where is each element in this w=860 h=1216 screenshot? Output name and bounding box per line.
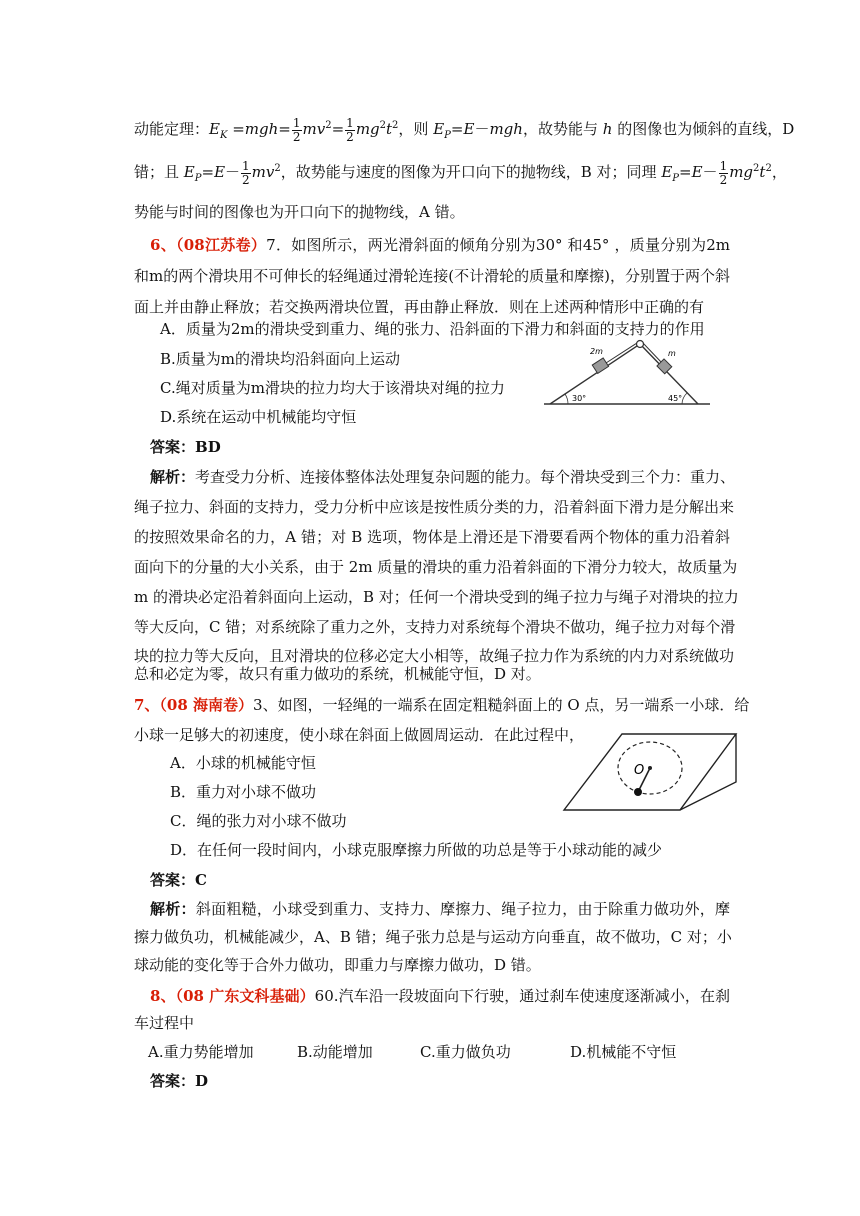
q6-source-tag: 6、（08江苏卷） (150, 236, 267, 254)
analysis-label: 解析： (150, 468, 196, 486)
text-segment: 的图像也为倾斜的直线，D (617, 120, 795, 138)
answer-label: 答案： (150, 1072, 196, 1090)
q8-answer (150, 1071, 208, 1091)
q6-answer (150, 437, 221, 457)
analysis-label: 解析： (150, 900, 196, 918)
answer-value: C (195, 871, 207, 889)
q6-analysis-line-8: 总和必定为零，故只有重力做功的系统，机械能守恒，D 对。 (134, 665, 541, 683)
q7-answer (150, 870, 207, 890)
q6-stem-line-3: 面上并由静止释放；若交换两滑块位置，再由静止释放．则在上述两种情形中正确的有 (134, 298, 705, 316)
pivot-point (648, 766, 652, 770)
answer-label: 答案： (150, 871, 196, 889)
q6-analysis-line-4: 面向下的分量的大小关系，由于 2m 质量的滑块的重力沿着斜面的下滑分力较大，故质量为 (134, 558, 738, 576)
label-m: m (668, 349, 676, 358)
answer-label: 答案： (150, 438, 196, 456)
angle-arc-right (682, 393, 687, 404)
q6-stem-line-2: 和m的两个滑块用不可伸长的轻绳通过滑轮连接(不计滑轮的质量和摩擦)，分别置于两个斜 (134, 267, 730, 285)
text-segment: 动能定理： (134, 120, 210, 138)
q8-stem-line-1 (150, 986, 730, 1006)
q7-stem-line-1 (134, 695, 750, 715)
text-segment: ，则 (398, 120, 429, 138)
q6-analysis-line-7: 块的拉力等大反向，且对滑块的位移必定大小相等，故绳子拉力作为系统的内力对系统做功 (134, 647, 735, 665)
q7-source-tag: 7、（08 海南卷） (134, 696, 254, 714)
text-segment: ，故势能与 (522, 120, 598, 138)
q6-stem-line-1 (150, 235, 730, 255)
incline-face (564, 734, 736, 810)
q7-option-d: D．在任何一段时间内，小球克服摩擦力所做的功总是等于小球动能的减少 (170, 841, 663, 859)
text-segment: 斜面粗糙，小球受到重力、支持力、摩擦力、绳子拉力，由于除重力做功外，摩 (195, 900, 730, 918)
q8-option-b: B.动能增加 (297, 1043, 373, 1061)
q6-option-b: B.质量为m的滑块均沿斜面向上运动 (160, 350, 401, 368)
rope-right (643, 343, 662, 363)
rough-incline-figure (558, 726, 742, 814)
angle-arc-left (565, 394, 568, 404)
block-2m (592, 358, 608, 373)
q8-source-tag: 8、（08 广东文科基础） (150, 987, 315, 1005)
label-2m: 2m (590, 347, 603, 356)
inclined-planes-figure (540, 332, 720, 408)
q8-option-a: A.重力势能增加 (148, 1043, 254, 1061)
q6-option-a: A．质量为2m的滑块受到重力、绳的张力、沿斜面的下滑力和斜面的支持力的作用 (160, 320, 705, 338)
q7-option-c: C．绳的张力对小球不做功 (170, 812, 347, 830)
conclusion-line: 势能与时间的图像也为开口向下的抛物线，A 错。 (134, 203, 465, 221)
energy-equation-line: 动能定理：$E_K =mgh=$ $\frac{1}{2}$ $mv^2=$ $\frac{1}{2}$ $mg^2t^2$，则 $E_P=E-mgh$，故势能与 h 的图像也为倾斜的直线，D (134, 115, 795, 144)
point-o-label: O (634, 763, 645, 778)
q6-analysis-line-1 (150, 467, 736, 487)
text-segment: ，故势能与速度的图像为开口向下的抛物线，B 对；同理 (280, 163, 657, 181)
potential-energy-line: 错；且 $E_P=E-$ $\frac{1}{2}$ $mv^2$，故势能与速度的图像为开口向下的抛物线，B 对；同理 $E_P=E-$ $\frac{1}{2}$ $mg^2t^2$， (134, 158, 787, 187)
ball-icon (634, 788, 642, 796)
text-segment: 考查受力分析、连接体整体法处理复杂问题的能力。每个滑块受到三个力：重力、 (195, 468, 736, 486)
q8-option-d: D.机械能不守恒 (570, 1043, 677, 1061)
q7-analysis-line-1 (150, 899, 730, 919)
q7-option-b: B．重力对小球不做功 (170, 783, 317, 801)
q6-analysis-line-6: 等大反向，C 错；对系统除了重力之外，支持力对系统每个滑块不做功，绳子拉力对每个滑 (134, 618, 736, 636)
q7-analysis-line-3: 球动能的变化等于合外力做功，即重力与摩擦力做功，D 错。 (134, 956, 541, 974)
q8-stem-line-2: 车过程中 (134, 1014, 195, 1032)
q6-option-d: D.系统在运动中机械能均守恒 (160, 408, 357, 426)
q6-analysis-line-3: 的按照效果命名的力，A 错；对 B 选项，物体是上滑还是下滑要看两个物体的重力沿着斜 (134, 528, 730, 546)
q7-stem-line-2: 小球一足够大的初速度，使小球在斜面上做圆周运动．在此过程中， (134, 726, 585, 744)
q6-option-c: C.绳对质量为m滑块的拉力均大于该滑块对绳的拉力 (160, 379, 505, 397)
angle-45-label: 45° (668, 394, 683, 403)
q6-analysis-line-2: 绳子拉力、斜面的支持力，受力分析中应该是按性质分类的力，沿着斜面下滑力是分解出来 (134, 498, 735, 516)
pulley-icon (637, 341, 644, 348)
answer-value: D (195, 1072, 209, 1090)
block-m (657, 359, 672, 374)
rope-left (606, 343, 637, 363)
q7-analysis-line-2: 擦力做负功，机械能减少，A、B 错；绳子张力总是与运动方向垂直，故不做功，C 对；小 (134, 928, 732, 946)
angle-30-label: 30° (572, 394, 587, 403)
text-segment: 60.汽车沿一段坡面向下行驶，通过刹车使速度逐渐减小，在刹 (314, 987, 731, 1005)
q7-option-a: A．小球的机械能守恒 (170, 754, 316, 772)
text-segment: 错；且 (134, 163, 180, 181)
q6-analysis-line-5: m 的滑块必定沿着斜面向上运动，B 对；任何一个滑块受到的绳子拉力与绳子对滑块的拉力 (134, 588, 739, 606)
q8-option-c: C.重力做负功 (420, 1043, 511, 1061)
text-segment: 7．如图所示，两光滑斜面的倾角分别为30° 和45° ，质量分别为2m (266, 236, 730, 254)
answer-value: BD (195, 438, 221, 456)
text-segment: 3、如图，一轻绳的一端系在固定粗糙斜面上的 O 点，另一端系一小球．给 (253, 696, 750, 714)
